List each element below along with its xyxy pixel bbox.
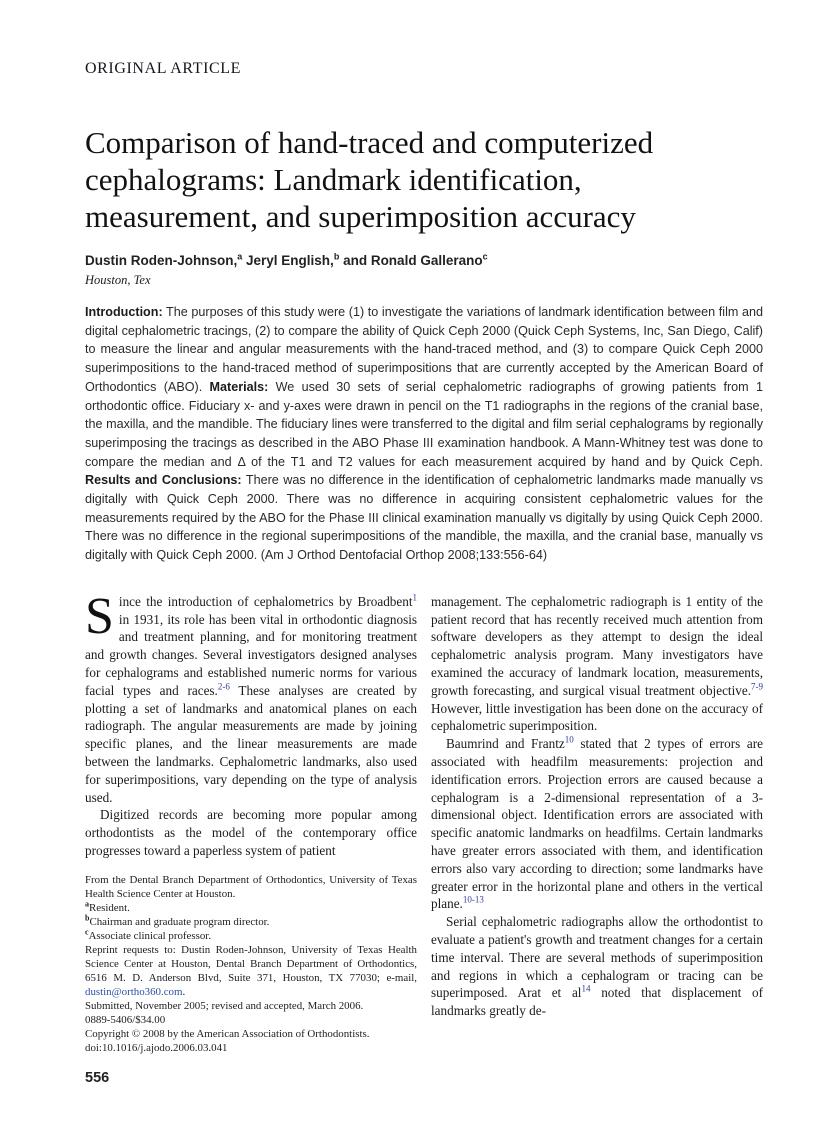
- author-line: [85, 253, 763, 268]
- footnote-line: doi:10.1016/j.ajodo.2006.03.041: [85, 1041, 228, 1054]
- author-name: and Ronald Gallerano: [339, 253, 483, 268]
- citation-superscript: 1: [412, 592, 417, 603]
- footnote-line: Reprint requests to: Dustin Roden-Johnson, University of Texas Health Science Center at Houston, Dental Branch Department of Orthodontics, 6516 M. D. Anderson Blvd, Suite 371, Houston, TX 77030; e-mail, dustin@ortho360.com.: [85, 943, 417, 998]
- author-name: Dustin Roden-Johnson,: [85, 253, 238, 268]
- footnote-marker: a: [85, 899, 89, 909]
- body-left-column: [85, 587, 417, 1088]
- footnote-line: $^b$Chairman and graduate program director.: [85, 913, 270, 928]
- footnote-line: Copyright © 2008 by the American Association of Orthodontists.: [85, 1027, 370, 1040]
- author-affiliation-mark: c: [482, 251, 488, 262]
- footnote-line: $^c$Associate clinical professor.: [85, 927, 212, 942]
- drop-cap: S: [85, 587, 114, 645]
- article-title: [85, 124, 763, 235]
- citation-superscript: 14: [581, 983, 591, 994]
- body-paragraph: management. The cephalometric radiograph is 1 entity of the patient record that has recently received much attention from software developers as they attempt to design the ideal cephalometric analysis program. Many investigators have examined the accuracy of landmark location, measurements, growth forecasting, and surgical visual treatment objective.$^{7-9}$ However, little investigation has been done on the accuracy of cephalometric superimposition.: [431, 593, 763, 734]
- title-line: Comparison of hand-traced and computerized: [85, 125, 654, 160]
- footnote-marker: b: [85, 913, 90, 923]
- abstract-text: Introduction: The purposes of this study were (1) to investigate the variations of landmark identification between film and digital cephalometric tracings, (2) to compare the ability of Quick Ceph 2000 (Quick Ceph Systems, Inc, San Diego, Calif) to measure the linear and angular measurements with the hand-traced method, and (3) to compare Quick Ceph 2000 superimpositions to the hand-traced method of superimpositions that are currently accepted by the American Board of Orthodontics (ABO). Materials: We used 30 sets of serial cephalometric radiographs of growing patients from 1 orthodontic office. Fiduciary x- and y-axes were drawn in pencil on the T1 radiographs in the regions of the cranial base, the maxilla, and the mandible. The fiduciary lines were transferred to the digital and film serial cephalograms by regionally superimposing the tracings as described in the ABO Phase III examination handbook. A Mann-Whitney test was done to compare the median and Δ of the T1 and T2 values for each measurement acquired by hand and by Quick Ceph. Results and Conclusions: There was no difference in the identification of cephalometric landmarks made manually vs digitally with Quick Ceph 2000. There was no difference in acquiring consistent cephalometric values for the measurements required by the ABO for the Phase III clinical examination manually vs digitally by using Quick Ceph 2000. There was no difference in the regional superimpositions of the mandible, the maxilla, and the cranial base, manually vs digitally with Quick Ceph 2000. (Am J Orthod Dentofacial Orthop 2008;133:556-64): [85, 305, 763, 563]
- abstract-section-label: Introduction:: [85, 305, 163, 319]
- citation-superscript: 2-6: [217, 681, 230, 692]
- author-affiliation-mark: b: [333, 251, 340, 262]
- footnote-marker: c: [85, 927, 89, 937]
- abstract-section-label: Results and Conclusions:: [85, 473, 242, 488]
- left-column-paragraphs: [85, 587, 417, 860]
- body-right-column: [431, 593, 763, 1088]
- footnote-line: $^a$Resident.: [85, 899, 130, 914]
- citation-superscript: 10-13: [462, 895, 484, 905]
- citation-superscript: 10: [564, 734, 574, 745]
- page-content: [85, 0, 763, 1088]
- footnote-line: Submitted, November 2005; revised and accepted, March 2006.: [85, 999, 364, 1012]
- footnote-line: 0889-5406/$34.00: [85, 1013, 166, 1026]
- body-paragraph: Baumrind and Frantz$^{10}$ stated that 2 types of errors are associated with headfilm measurements: projection and identification errors. Projection errors are caused because a cephalogram is a 2-dimensional representation of a 3-dimensional object. Identification errors are associated with specific anatomic landmarks on headfilms. Certain landmarks have greater errors associated with them, and identification errors also vary according to direction; some landmarks have greater error in the horizontal plane and others in the vertical plane.$^{10-13}$: [431, 734, 763, 912]
- abstract-section-label: Materials:: [209, 379, 269, 394]
- title-line: measurement, and superimposition accuracy: [85, 199, 636, 234]
- citation-superscript: 7-9: [751, 681, 763, 692]
- body-paragraph: Digitized records are becoming more popular among orthodontists as the model of the contemporary office progresses toward a paperless system of patient: [85, 807, 417, 858]
- page-number: 556: [85, 1069, 110, 1086]
- affiliation: Houston, Tex: [85, 273, 151, 287]
- email-link[interactable]: dustin@ortho360.com: [85, 985, 183, 998]
- author-affiliation-mark: a: [237, 251, 243, 262]
- author-name: Jeryl English,: [242, 253, 334, 268]
- body-paragraph: Since the introduction of cephalometrics by Broadbent$^1$ in 1931, its role has been vital in orthodontic diagnosis and treatment planning, and for monitoring treatment and growth changes. Several investigators designed analyses for cephalograms and established numeric norms for various facial types and races.$^{2-6}$ These analyses are created by plotting a set of landmarks and anatomical planes on each radiograph. The angular measurements are made by joining specific planes, and the linear measurements are made between the landmarks. Cephalometric landmarks, also used for superimpositions, vary depending on the type of analysis used.: [85, 587, 417, 805]
- body-paragraph: Serial cephalometric radiographs allow the orthodontist to evaluate a patient's growth and treatment changes for a certain time interval. There are several methods of superimposition and regions in which a cephalogram or tracing can be superimposed. Arat et al$^{14}$ noted that displacement of landmarks greatly de-: [431, 914, 763, 1019]
- body-columns: [85, 587, 763, 1088]
- section-label: ORIGINAL ARTICLE: [85, 60, 242, 77]
- title-line: cephalograms: Landmark identification,: [85, 162, 582, 197]
- footnote-line: From the Dental Branch Department of Orthodontics, University of Texas Health Science Center at Houston.: [85, 873, 417, 900]
- footnotes-block: [85, 873, 417, 1055]
